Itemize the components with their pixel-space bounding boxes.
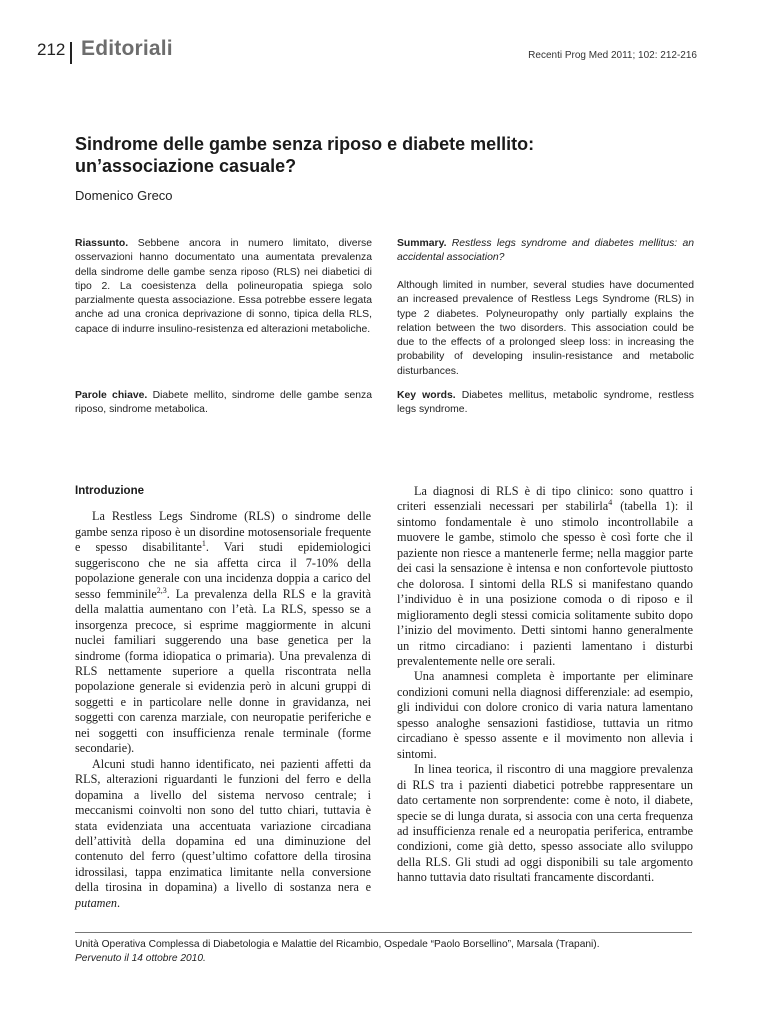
keywords-italian	[75, 389, 372, 418]
body-text: . La prevalenza della RLS e la gravità della malattia aumentano con l’età. La RLS, spesso se a insorgenza precoce, si esprime maggiormente in alcuni nuclei familiari suggerendo una base genetica per la sindrome (forma idiopatica o primaria). Una prevalenza di RLS nettamente superiore a quella riscontrata nella popolazione generale si evidenzia però in alcuni gruppi di soggetti e in particolare nelle donne in gravidanza, nei soggetti con carenza marziale, con neuropatie periferiche e nei soggetti con insufficienza renale terminale (forme secondarie).	[75, 586, 371, 756]
keywords-english-label: Key words.	[397, 390, 456, 401]
author-affiliation: Unità Operativa Complessa di Diabetologia e Malattie del Ricambio, Ospedale “Paolo Borsellino”, Marsala (Trapani).	[75, 939, 600, 950]
page-number: 212	[37, 40, 66, 59]
article-title-line-1: Sindrome delle gambe senza riposo e diabete mellito:	[75, 134, 535, 154]
article-title-line-2: un’associazione casuale?	[75, 156, 297, 176]
keywords-english	[397, 389, 694, 418]
section-heading-introduction: Introduzione	[75, 485, 144, 497]
body-paragraph: In linea teorica, il riscontro di una maggiore prevalenza di RLS tra i pazienti diabetici potrebbe rappresentare un dato certamente non sorprendente: come è noto, il diabete, specie se di lunga durata, si associa con una certa frequenza ad insufficienza renale ed a neuropatia periferica, entrambe condizioni, come già detto, spesso associate allo sviluppo della RLS. Gli studi ad oggi disponibili su tale argomento hanno tuttavia dato risultati francamente discordanti.	[397, 762, 693, 885]
body-paragraph: Una anamnesi completa è importante per eliminare condizioni comuni nella diagnosi differenziale: ad esempio, gli individui con dolore cronico di varia natura lamentano spesso analoghe sensazioni fastidiose, tuttavia un ritmo circadiano è spesso assente e il movimento non allevia i sintomi.	[397, 669, 693, 761]
header-divider	[70, 42, 72, 64]
body-text: Alcuni studi hanno identificato, nei pazienti affetti da RLS, alterazioni riguardanti le funzioni del ferro e della dopamina a livello del sistema nervoso centrale; i meccanismi coinvolti non sono del tutto chiari, tuttavia è stata evidenziata una accentuata variazione circadiana dell’attività della dopamina ed una diminuzione del contenuto del ferro (quest’ultimo cofattore della tirosina idrossilasi, tappa enzimatica limitante nella conversione della tirosina in dopamina) a livello di sostanza nera e	[75, 756, 371, 895]
summary-header	[397, 237, 694, 266]
abstract-english	[397, 279, 694, 379]
body-text-emphasis: putamen	[75, 895, 117, 910]
abstract-italian-text: Sebbene ancora in numero limitato, diverse osservazioni hanno documentato una aumentata prevalenza della sindrome delle gambe senza riposo (RLS) nei diabetici di tipo 2. La coesistenza della polineuropatia spiega solo parzialmente questa associazione. Essa potrebbe essere legata anche ad una cronica deprivazione di sonno, tipica della RLS, capace di indurre insulino-resistenza ed alterazioni metaboliche.	[75, 238, 373, 335]
body-text: . Vari studi epidemiologici suggeriscono che ne sia affetta circa il 7-10% della popolazione generale con una incidenza doppia a carico del sesso femminile	[75, 540, 371, 601]
body-column-left	[75, 484, 371, 911]
body-paragraph	[75, 757, 371, 912]
body-text: La Restless Legs Sindrome (RLS) o sindrome delle gambe senza riposo è un disordine motosensoriale frequente e spesso disabilitante	[75, 509, 371, 555]
reference-marker: 4	[608, 498, 613, 508]
summary-label: Summary.	[397, 238, 447, 249]
section-title: Editoriali	[81, 37, 173, 60]
received-date: Pervenuto il 14 ottobre 2010.	[75, 952, 206, 964]
body-paragraph	[75, 509, 371, 756]
reference-marker: 2,3	[156, 585, 167, 595]
body-text: .	[116, 895, 121, 910]
journal-reference: Recenti Prog Med 2011; 102: 212-216	[528, 50, 697, 61]
page-header	[37, 36, 697, 66]
reference-marker: 1	[201, 539, 206, 549]
abstract-italian	[75, 237, 372, 337]
keywords-english-text: Diabetes mellitus, metabolic syndrome, restless legs syndrome.	[397, 390, 694, 416]
author-name: Domenico Greco	[75, 188, 173, 203]
body-text: La diagnosi di RLS è di tipo clinico: sono quattro i criteri essenziali necessari per stabilirla	[397, 484, 693, 514]
keywords-italian-label: Parole chiave.	[75, 390, 148, 401]
body-column-right	[397, 484, 693, 886]
page-footer	[75, 938, 692, 965]
summary-english-title: Restless legs syndrome and diabetes mellitus: an accidental association?	[397, 238, 694, 264]
article-title	[75, 133, 635, 177]
abstract-italian-label: Riassunto.	[75, 238, 129, 249]
footer-divider	[75, 932, 692, 933]
keywords-italian-text: Diabete mellito, sindrome delle gambe senza riposo, sindrome metabolica.	[75, 390, 372, 416]
body-text: (tabella 1): il sintomo fondamentale è uno stimolo incontrollabile a muovere le gambe, stimolo che spesso è così forte che il paziente non riesce a mantenerle ferme; nella maggior parte dei casi la sensazione è intensa e non confortevole piuttosto che dolorosa. I sintomi della RLS si manifestano quando l’individuo è in una posizione comoda o di riposo e il miglioramento degli stessi comicia solitamente subito dopo l’inizio del movimento. Detti sintomi hanno generalmente un ritmo circadiano: i pazienti lamentano i disturbi prevalentemente nelle ore serali.	[397, 499, 693, 668]
abstract-english-text: Although limited in number, several studies have documented an increased prevalence of Restless Legs Syndrome (RLS) in type 2 diabetes. Polyneuropathy only partially explains the relation between the two disorders. This association could be due to the effects of a prolonged sleep loss: in increasing the probability of developing insulin-resistance and metabolic disturbances.	[397, 280, 694, 377]
body-paragraph	[397, 484, 693, 669]
